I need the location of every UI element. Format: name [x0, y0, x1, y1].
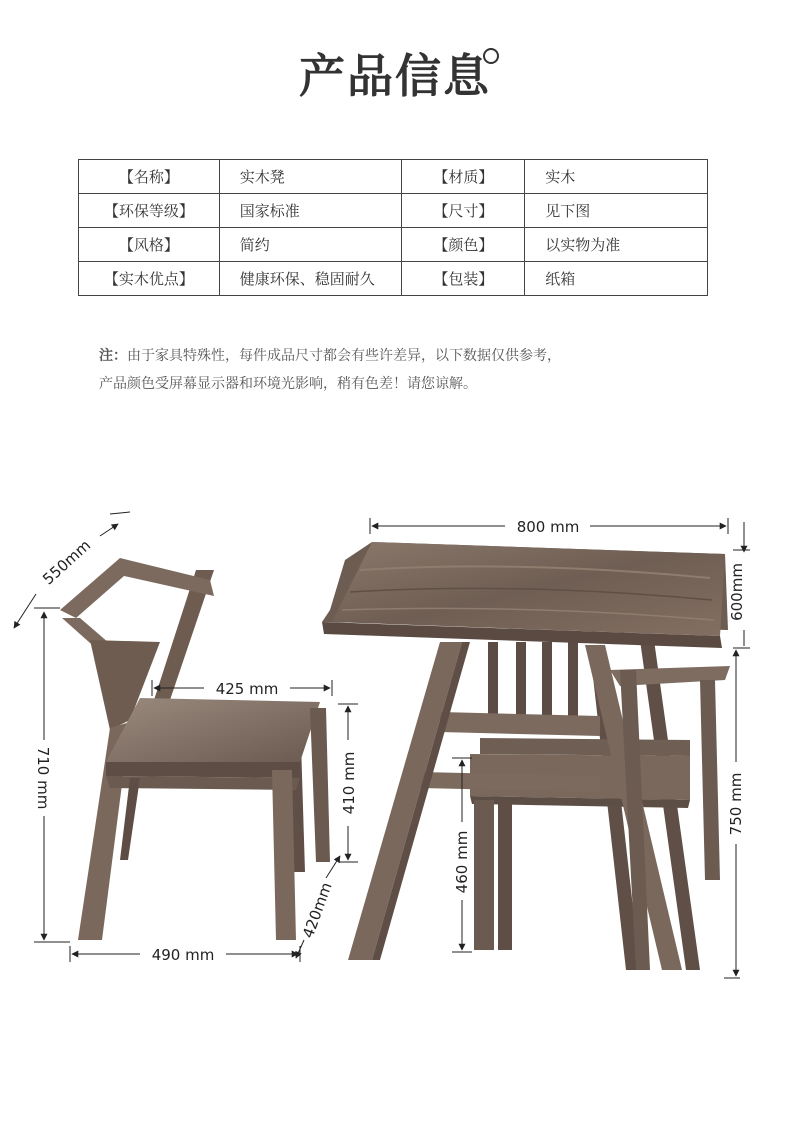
- spec-key: 【颜色】: [402, 228, 525, 262]
- spec-value: 以实物为准: [525, 228, 708, 262]
- table-row: [79, 228, 708, 262]
- dim-seat-depth: 420mm: [298, 880, 336, 941]
- dim-base-width: 490 mm: [151, 946, 215, 964]
- spec-value: 健康环保、稳固耐久: [219, 262, 402, 296]
- spec-value: 实木凳: [219, 160, 402, 194]
- spec-key: 【实木优点】: [79, 262, 220, 296]
- dim-chair-height: 710 mm: [34, 746, 52, 810]
- chair-illustration: [60, 558, 330, 940]
- spec-key: 【尺寸】: [402, 194, 525, 228]
- spec-key: 【风格】: [79, 228, 220, 262]
- degree-mark-icon: [483, 48, 499, 64]
- spec-value: 国家标准: [219, 194, 402, 228]
- note-line-2: 产品颜色受屏幕显示器和环境光影响，稍有色差！请您谅解。: [99, 376, 477, 392]
- dim-table-depth: 600mm: [728, 563, 746, 621]
- dim-seat-height: 410 mm: [340, 751, 358, 815]
- dim-table-width: 800 mm: [516, 518, 580, 536]
- dim-seat-width: 425 mm: [215, 680, 279, 698]
- spec-key: 【包装】: [402, 262, 525, 296]
- note-label: 注：: [99, 348, 127, 364]
- furniture-dimension-diagram: [0, 500, 790, 1000]
- spec-value: 实木: [525, 160, 708, 194]
- table-illustration: [322, 542, 730, 970]
- spec-table: [78, 159, 708, 296]
- table-row: [79, 194, 708, 228]
- spec-key: 【名称】: [79, 160, 220, 194]
- dim-stool-height: 460 mm: [453, 830, 471, 894]
- note-line-1: 由于家具特殊性，每件成品尺寸都会有些许差异，以下数据仅供参考，: [127, 348, 561, 364]
- spec-key: 【环保等级】: [79, 194, 220, 228]
- spec-value: 见下图: [525, 194, 708, 228]
- page-title: 产品信息: [0, 40, 790, 106]
- spec-key: 【材质】: [402, 160, 525, 194]
- spec-value: 简约: [219, 228, 402, 262]
- disclaimer-note: [99, 342, 719, 398]
- spec-value: 纸箱: [525, 262, 708, 296]
- table-row: [79, 262, 708, 296]
- table-row: [79, 160, 708, 194]
- dim-table-height: 750 mm: [727, 772, 745, 836]
- dim-chair-depth: 550mm: [39, 536, 95, 589]
